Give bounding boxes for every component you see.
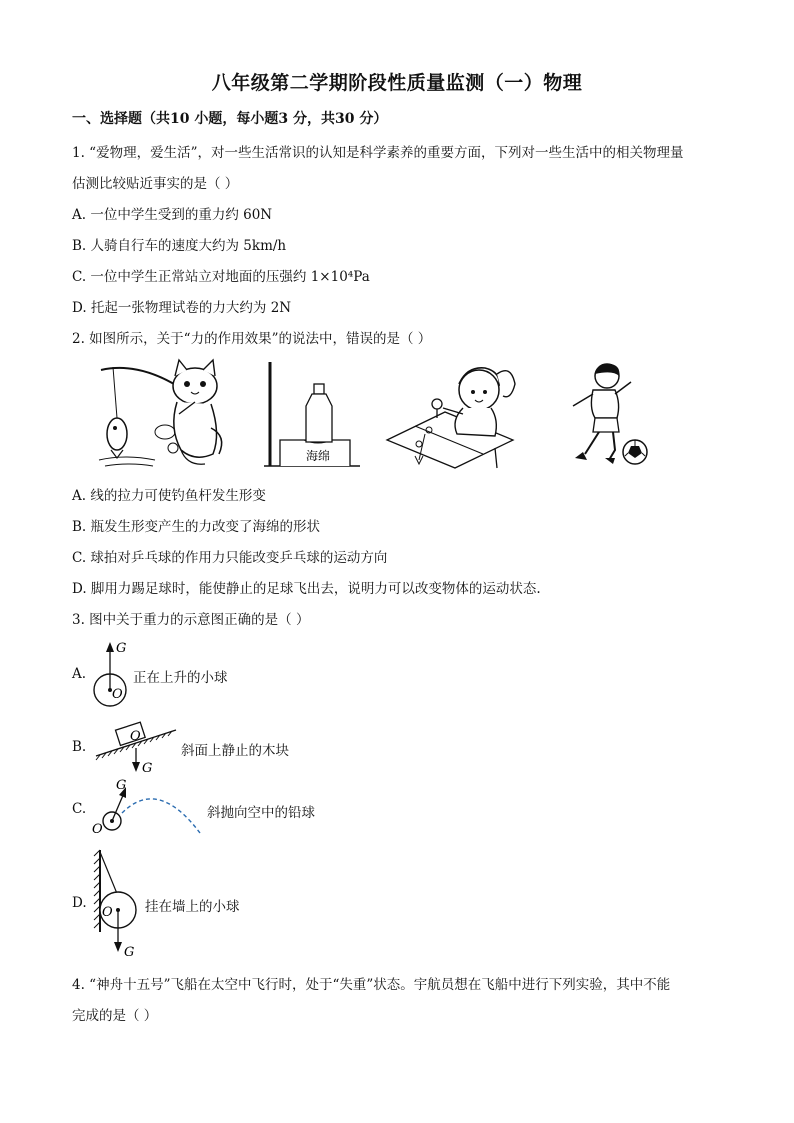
bottle-on-sponge-figure [262,358,362,470]
q1-option-a: A. 一位中学生受到的重力约 60N [72,207,273,223]
q2-option-a: A. 线的拉力可使钓鱼杆发生形变 [72,488,266,504]
q4-stem-line1: 4. “神舟十五号”飞船在太空中飞行时，处于“失重”状态。宇航员想在飞船中进行下列实验，其中不能 [72,977,671,993]
g-label-a: G [116,641,127,656]
q3-option-d-letter: D. [72,895,87,911]
q3-caption-c: 斜抛向空中的铅球 [207,805,315,821]
q2-option-c: C. 球拍对乒乓球的作用力只能改变乒乓球的运动方向 [72,550,388,566]
girl-ping-pong-figure [385,360,525,470]
o-label-d: O [102,905,113,920]
q2-option-d: D. 脚用力踢足球时，能使静止的足球飞出去，说明力可以改变物体的运动状态. [72,581,541,597]
q1-option-d: D. 托起一张物理试卷的力大约为 2N [72,300,292,316]
q2-stem: 2. 如图所示，关于“力的作用效果”的说法中，错误的是（ ） [72,331,432,347]
q3-option-c-letter: C. [72,801,87,817]
g-label-d: G [124,945,135,960]
g-label-b: G [142,761,153,776]
block-on-incline-diagram [92,720,182,776]
q3-option-a-letter: A. [72,666,87,682]
q3-caption-d: 挂在墙上的小球 [145,899,240,915]
q3-caption-b: 斜面上静止的木块 [181,743,289,759]
boy-kicking-ball-figure [565,360,657,470]
q1-option-c: C. 一位中学生正常站立对地面的压强约 1×10⁴Pa [72,269,370,285]
hanging-ball-diagram [90,848,150,960]
sponge-label: 海绵 [305,449,331,463]
q3-caption-a: 正在上升的小球 [133,670,228,686]
q3-option-b-letter: B. [72,739,87,755]
page-title: 八年级第二学期阶段性质量监测（一）物理 [211,72,583,94]
fishing-cat-figure [95,358,235,470]
q1-stem-line1: 1. “爱物理，爱生活”，对一些生活常识的认知是科学素养的重要方面，下列对一些生活中的相关物理量 [72,145,684,161]
o-label-b: O [130,729,141,744]
section-heading: 一、选择题（共10 小题，每小题3 分，共30 分） [72,111,388,127]
g-label-c: G [116,778,127,793]
q3-stem: 3. 图中关于重力的示意图正确的是（ ） [72,612,310,628]
shot-put-diagram [88,775,208,839]
q1-stem-line2: 估测比较贴近事实的是（ ） [72,176,239,192]
q2-option-b: B. 瓶发生形变产生的力改变了海绵的形状 [72,519,321,535]
q1-option-b: B. 人骑自行车的速度大约为 5km/h [72,238,287,254]
o-label-a: O [112,687,123,702]
o-label-c: O [92,822,103,837]
q4-stem-line2: 完成的是（ ） [72,1008,158,1024]
